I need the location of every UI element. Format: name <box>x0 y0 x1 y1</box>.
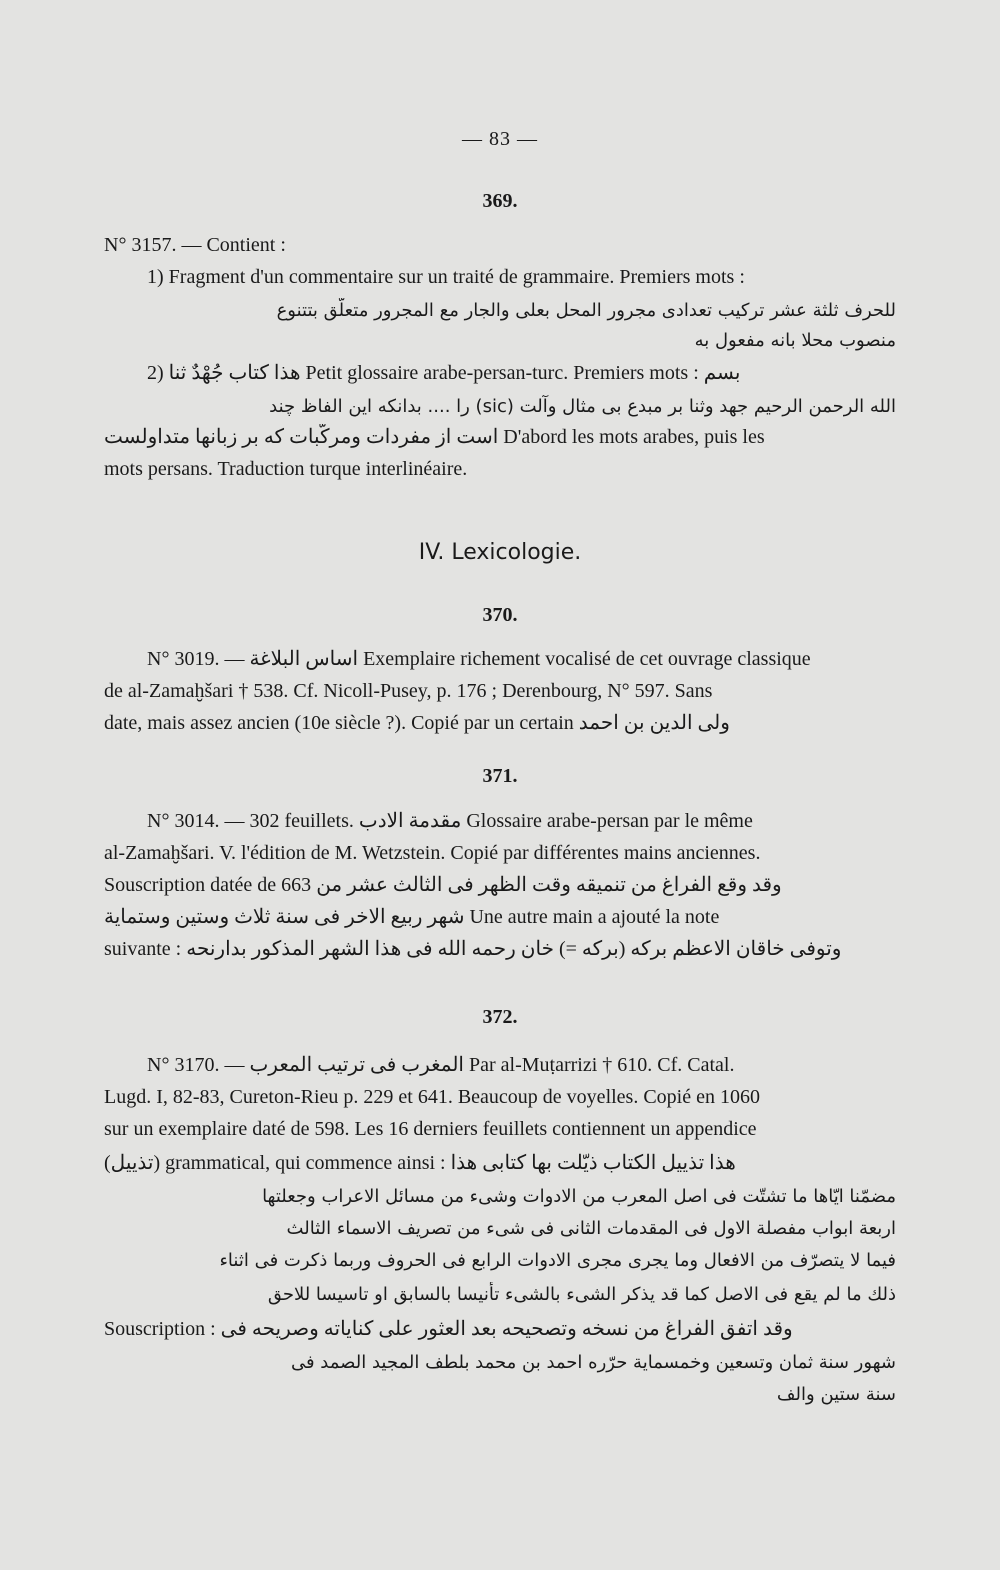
entry-number-371: 371. <box>482 765 518 787</box>
entry-371-line-4: شهر ربيع الاخر فى سنة ثلاث وستين وستماية Une autre main a ajouté la note <box>104 906 720 928</box>
entry-369-line-3: 2) هذا كتاب جُهْدٌ ثنا Petit glossaire arabe-persan-turc. Premiers mots : بسم <box>147 362 741 384</box>
entry-372-line-1: N° 3170. — المغرب فى ترتيب المعرب Par al-Muṭarrizi † 610. Cf. Catal. <box>147 1054 735 1076</box>
entry-369-line-1: N° 3157. — Contient : <box>104 234 286 256</box>
entry-372-arabic-2: اربعة ابواب مفصلة الاول فى المقدمات الثانى فى شىء من تصريف الاسماء الثالث <box>286 1218 896 1239</box>
entry-372-line-5: Souscription : وقد اتفق الفراغ من نسخه وتصحيحه بعد العثور على كناياته وصريحه فى <box>104 1318 793 1340</box>
entry-number-370: 370. <box>482 604 518 626</box>
entry-369-line-4: است از مفردات ومركّبات كه بر زبانها متداولست D'abord les mots arabes, puis les <box>104 426 765 448</box>
entry-370-line-1: N° 3019. — اساس البلاغة Exemplaire richement vocalisé de cet ouvrage classique <box>147 648 811 670</box>
entry-369-arabic-3: الله الرحمن الرحيم جهد وثنا بر مبدع بى مثال وآلت (sic) را .... بدانكه اين الفاظ چند <box>269 396 896 417</box>
entry-371-line-3: Souscription datée de 663 وقد وقع الفراغ من تنميقه وقت الظهر فى الثالث عشر من <box>104 874 782 896</box>
entry-372-arabic-6: سنة ستين والف <box>776 1384 896 1405</box>
entry-369-line-5: mots persans. Traduction turque interlinéaire. <box>104 458 468 480</box>
entry-372-line-4: (تذييل) grammatical, qui commence ainsi : هذا تذييل الكتاب ذيّلت بها كتابى هذا <box>104 1152 736 1174</box>
entry-371-line-5: suivante : وتوفى خاقان الاعظم بركه (بركه =) خان رحمه الله فى هذا الشهر المذكور بدارنحه <box>104 938 842 960</box>
entry-371-line-1: N° 3014. — 302 feuillets. مقدمة الادب Glossaire arabe-persan par le même <box>147 810 753 832</box>
entry-372-arabic-4: ذلك ما لم يقع فى الاصل كما قد يذكر الشىء بالشىء تأنيسا بالسابق او تاسيسا للاحق <box>267 1284 896 1305</box>
entry-number-372: 372. <box>482 1006 518 1028</box>
page-number: — 83 — <box>462 128 538 150</box>
entry-370-line-2: de al-Zamaḫšari † 538. Cf. Nicoll-Pusey, p. 176 ; Derenbourg, N° 597. Sans <box>104 680 713 702</box>
entry-369-arabic-1: للحرف ثلثة عشر تركيب تعدادى مجرور المحل بعلى والجار مع المجرور متعلّق بتتنوع <box>276 300 896 321</box>
entry-372-line-3: sur un exemplaire daté de 598. Les 16 derniers feuillets contiennent un appendice <box>104 1118 757 1140</box>
entry-372-line-2: Lugd. I, 82-83, Cureton-Rieu p. 229 et 641. Beaucoup de voyelles. Copié en 1060 <box>104 1086 760 1108</box>
entry-370-line-3: date, mais assez ancien (10e siècle ?). Copié par un certain ولى الدين بن احمد <box>104 712 730 734</box>
entry-372-arabic-3: فيما لا يتصرّف من الافعال وما يجرى مجرى الادوات الرابع فى الحروف وربما ذكرت فى اثناء <box>219 1250 896 1271</box>
entry-371-line-2: al-Zamaḫšari. V. l'édition de M. Wetzstein. Copié par différentes mains anciennes. <box>104 842 761 864</box>
entry-369-arabic-2: منصوب محلا بانه مفعول به <box>694 330 896 351</box>
entry-number-369: 369. <box>482 190 518 212</box>
entry-372-arabic-5: شهور سنة ثمان وتسعين وخمسماية حرّره احمد بن محمد بلطف المجيد الصمد فى <box>290 1352 896 1373</box>
entry-369-line-2: 1) Fragment d'un commentaire sur un traité de grammaire. Premiers mots : <box>147 266 745 288</box>
section-title: IV. Lexicologie. <box>418 540 582 565</box>
entry-372-arabic-1: مضمّنا ايّاها ما تشتّت فى اصل المعرب من الادوات وشىء من مسائل الاعراب وجعلتها <box>262 1186 896 1207</box>
